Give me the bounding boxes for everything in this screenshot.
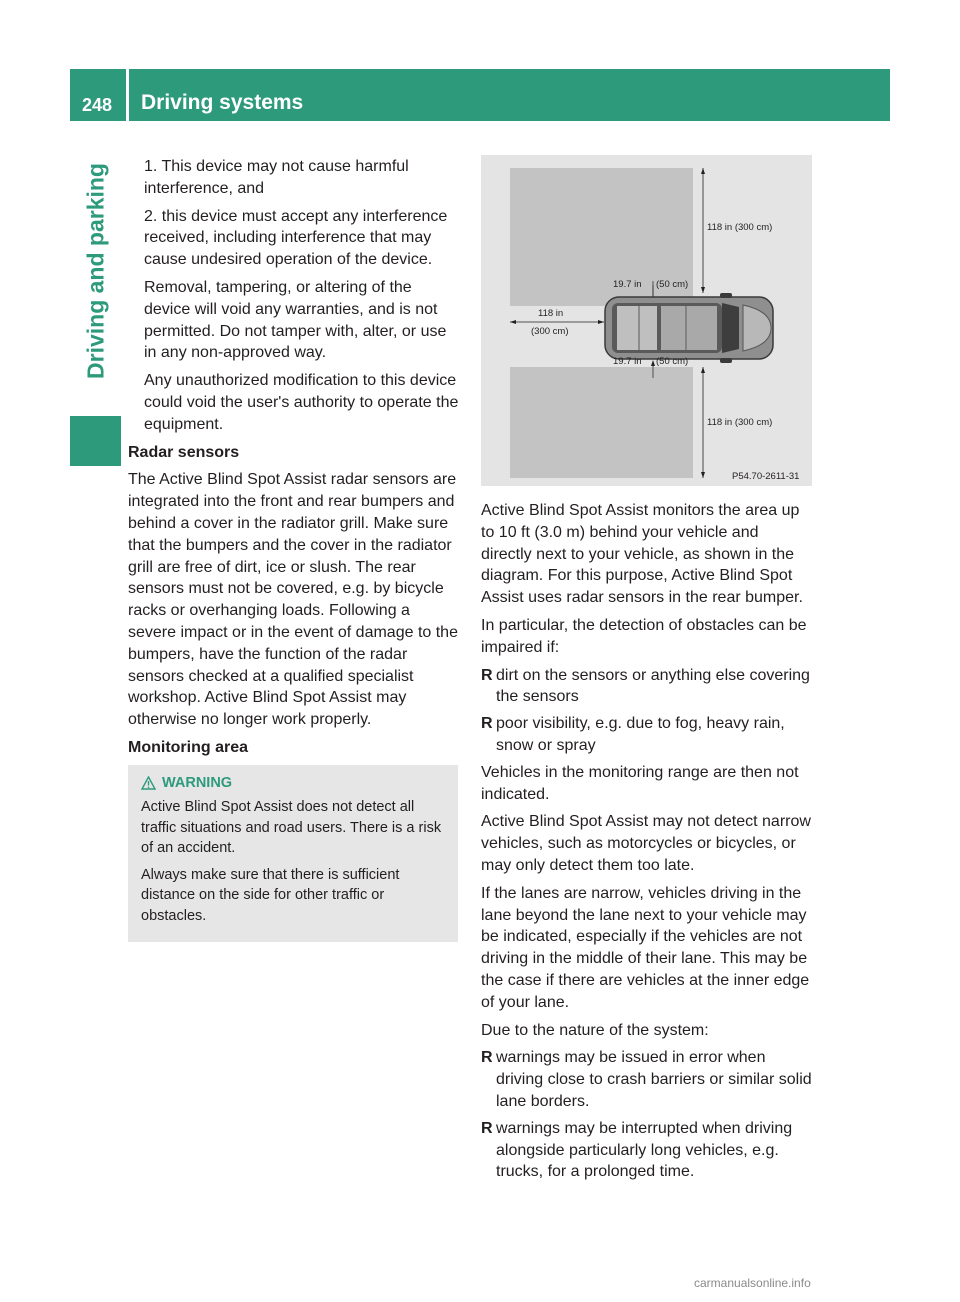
paragraph: 1. This device may not cause harmful interference, and: [144, 158, 409, 197]
paragraph: Vehicles in the monitoring range are then not indicated.: [481, 763, 799, 803]
dimension-label: (50 cm): [656, 279, 689, 290]
paragraph: Active Blind Spot Assist may not detect narrow vehicles, such as motorcycles or bicycles, or may only detect them too late.: [481, 813, 811, 874]
paragraph: 2. this device must accept any interference received, including interference that may cause undesired operation of the device.: [144, 207, 448, 269]
paragraph: Removal, tampering, or altering of the device will void any warranties, and is not permitted. Do not tamper with, alter, or use in any non-approved way.: [144, 278, 447, 362]
warning-text: Always make sure that there is sufficient distance on the side for other traffic or obstacles.: [141, 866, 400, 924]
list-item: [481, 665, 813, 709]
bullet-mark: R: [481, 715, 493, 733]
car-top-view-icon: [605, 293, 773, 363]
list-item-text: poor visibility, e.g. due to fog, heavy rain, snow or spray: [496, 715, 785, 754]
dimension-label: 19.7 in: [613, 356, 642, 367]
dimension-label: (50 cm): [656, 356, 689, 367]
page-number: 248: [82, 95, 113, 115]
paragraph: Any unauthorized modification to this device could void the user's authority to operate the equipment.: [144, 372, 459, 433]
warning-title: WARNING: [162, 774, 233, 791]
paragraph: In particular, the detection of obstacles can be impaired if:: [481, 616, 807, 656]
paragraph: Due to the nature of the system:: [481, 1021, 709, 1039]
list-item: [481, 1047, 813, 1112]
dimension-label: 118 in: [538, 308, 564, 319]
list-item-text: warnings may be interrupted when driving alongside particularly long vehicles, e.g. trucks, for a prolonged time.: [496, 1119, 793, 1181]
radar-sensors-heading: Radar sensors: [128, 443, 240, 461]
right-column: [481, 500, 813, 1188]
dimension-label: 19.7 in: [613, 279, 642, 290]
dimension-lines: [481, 155, 812, 486]
side-tab-marker: [70, 416, 121, 466]
list-item: [481, 713, 813, 757]
bullet-mark: R: [481, 1119, 493, 1137]
dimension-label: 118 in (300 cm): [707, 417, 773, 428]
left-column: [128, 156, 460, 942]
list-item-text: warnings may be issued in error when driving close to crash barriers or similar solid lane borders.: [496, 1049, 812, 1110]
paragraph: Active Blind Spot Assist monitors the area up to 10 ft (3.0 m) behind your vehicle and directly next to your vehicle, as shown in the diagram. For this purpose, Active Blind Spot Assist uses radar sensors in the rear bumper.: [481, 502, 803, 607]
list-item: [481, 1118, 813, 1183]
warning-triangle-icon: [141, 776, 156, 790]
header-divider: [126, 69, 129, 121]
dimension-label: (300 cm): [531, 326, 569, 337]
section-title: Driving systems: [141, 91, 304, 114]
monitoring-area-heading: Monitoring area: [128, 738, 249, 756]
paragraph: The Active Blind Spot Assist radar sensors are integrated into the front and rear bumpers and behind a cover in the radiator grill. Make sure that the bumpers and the cover in the radiator grill are free of dirt, ice or slush. The rear sensors must not be covered, e.g. by bicycle racks or overhanging loads. Following a severe impact or in the event of damage to the bumpers, have the function of the radar sensors checked at a qualified specialist workshop. Active Blind Spot Assist may otherwise no longer work properly.: [128, 471, 458, 729]
warning-box: [128, 765, 458, 943]
side-tab-text: Driving and parking: [82, 163, 108, 379]
warning-header: [141, 773, 445, 794]
monitoring-area-diagram: [481, 155, 812, 486]
warning-text: Active Blind Spot Assist does not detect all traffic situations and road users. There is a risk of an accident.: [141, 799, 442, 857]
watermark: carmanualsonline.info: [694, 1276, 811, 1290]
dimension-label: 118 in (300 cm): [707, 222, 773, 233]
list-item-text: dirt on the sensors or anything else covering the sensors: [496, 666, 810, 706]
bullet-mark: R: [481, 1049, 493, 1067]
side-tab-label: [70, 126, 121, 416]
figure-code: P54.70-2611-31: [732, 471, 800, 482]
bullet-mark: R: [481, 666, 493, 684]
paragraph: If the lanes are narrow, vehicles driving in the lane beyond the lane next to your vehicle may be indicated, especially if the vehicles are not driving in the middle of their lane. This may be the case if there are vehicles at the inner edge of your lane.: [481, 884, 810, 1011]
